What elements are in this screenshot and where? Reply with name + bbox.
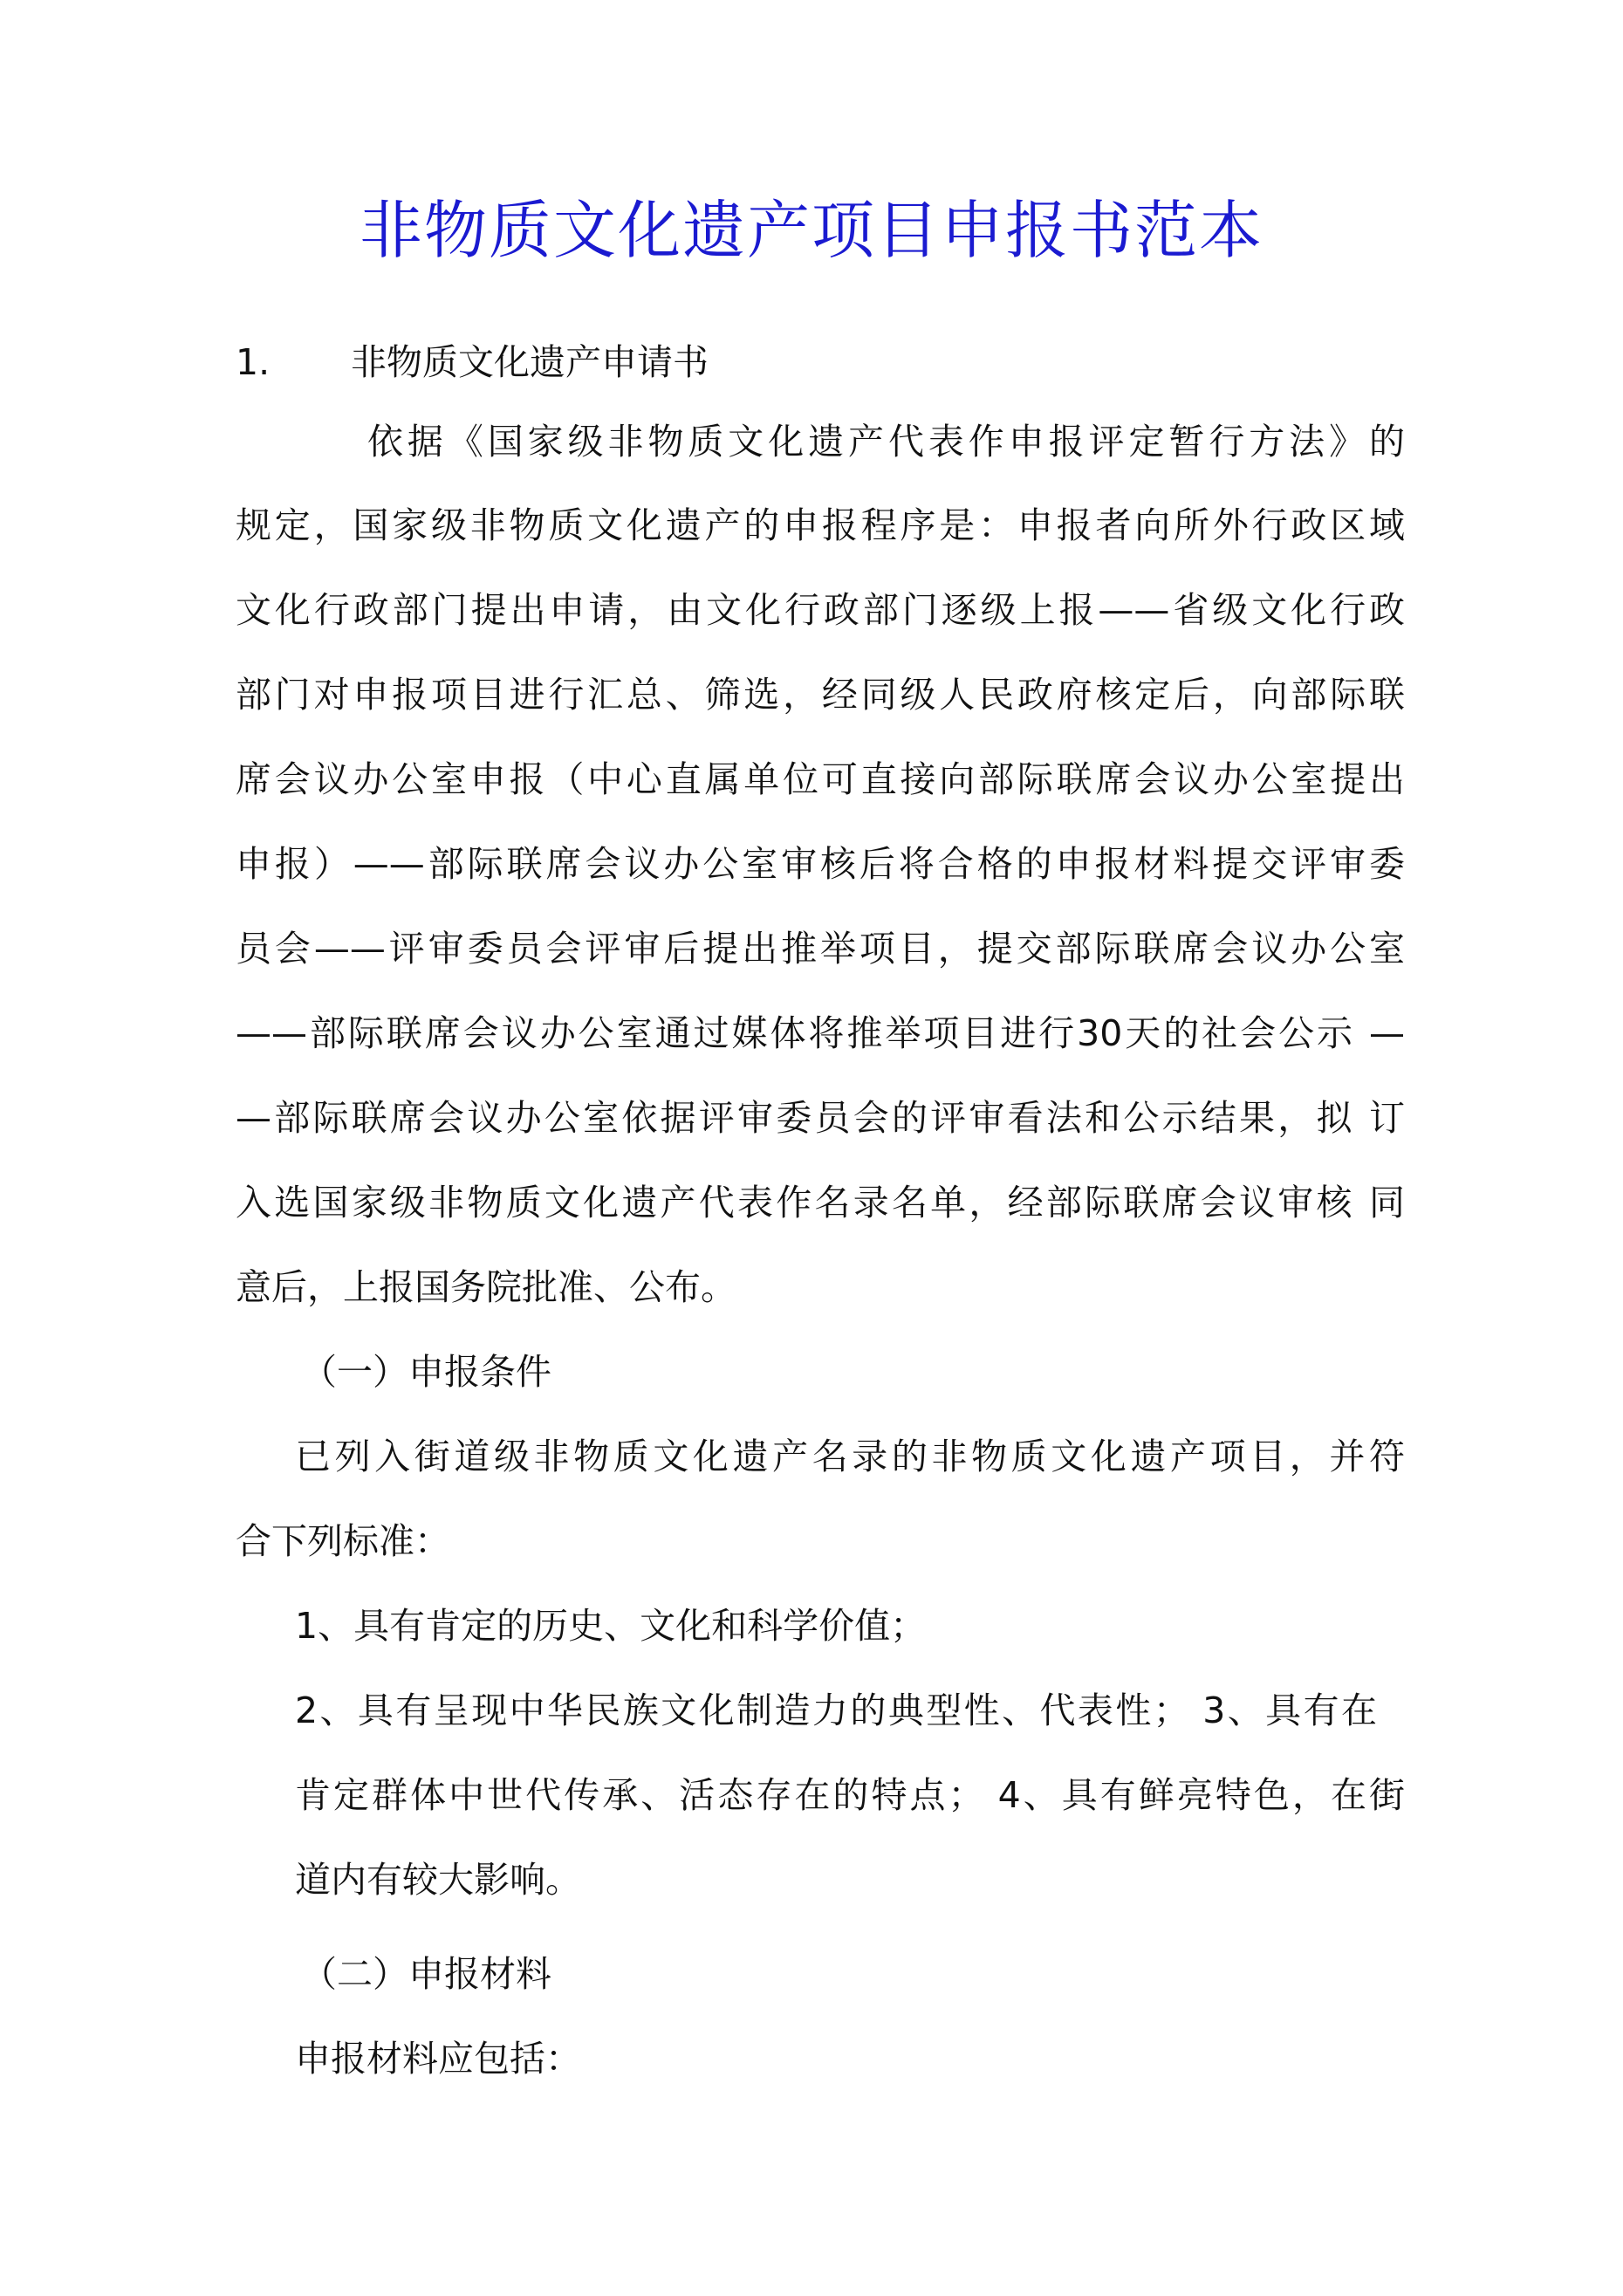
section-number: 1. (236, 341, 270, 383)
criteria-line: 肯定群体中世代传承、活态存在的特点； 4、具有鲜亮特色，在街 (295, 1774, 1405, 1816)
subheading-conditions: （一）申报条件 (301, 1351, 551, 1393)
document-title: 非物质文化遗产项目申报书范本 (359, 194, 1263, 267)
section-heading-1 (236, 336, 1405, 388)
paragraph-line: 申报）——部际联席会议办公室审核后将合格的申报材料提交评审委 (236, 843, 1405, 885)
criteria-line: 道内有较大影响。 (295, 1859, 581, 1901)
paragraph-line: 意后，上报国务院批准、公布。 (236, 1266, 736, 1308)
paragraph-line: 依据《国家级非物质文化遗产代表作申报评定暂行方法》的 (367, 421, 1405, 463)
materials-intro: 申报材料应包括： (295, 2038, 581, 2080)
paragraph-line: —部际联席会议办公室依据评审委员会的评审看法和公示结果，拟 订 (236, 1097, 1405, 1139)
paragraph-line: 入选国家级非物质文化遗产代表作名录名单，经部际联席会议审核 同 (236, 1182, 1405, 1223)
paragraph-line: ——部际联席会议办公室通过媒体将推举项目进行30天的社会公示 — (236, 1012, 1405, 1054)
paragraph-line: 员会——评审委员会评审后提出推举项目，提交部际联席会议办公室 (236, 928, 1405, 970)
criteria-line: 2、具有呈现中华民族文化制造力的典型性、代表性； 3、具有在 (295, 1689, 1377, 1731)
criteria-line: 1、具有肯定的历史、文化和科学价值； (295, 1605, 927, 1647)
paragraph-line: 席会议办公室申报（中心直属单位可直接向部际联席会议办公室提出 (236, 758, 1405, 800)
paragraph-line: 规定，国家级非物质文化遗产的申报程序是：申报者向所外行政区域 (236, 504, 1405, 546)
subheading-materials: （二）申报材料 (301, 1953, 551, 1995)
paragraph-line: 文化行政部门提出申请，由文化行政部门逐级上报——省级文化行政 (236, 589, 1405, 631)
paragraph-line: 合下列标准： (236, 1520, 450, 1562)
paragraph-line: 部门对申报项目进行汇总、筛选，经同级人民政府核定后，向部际联 (236, 674, 1405, 716)
section-label: 非物质文化遗产申请书 (351, 341, 709, 383)
paragraph-line: 已列入街道级非物质文化遗产名录的非物质文化遗产项目，并符 (295, 1436, 1405, 1477)
